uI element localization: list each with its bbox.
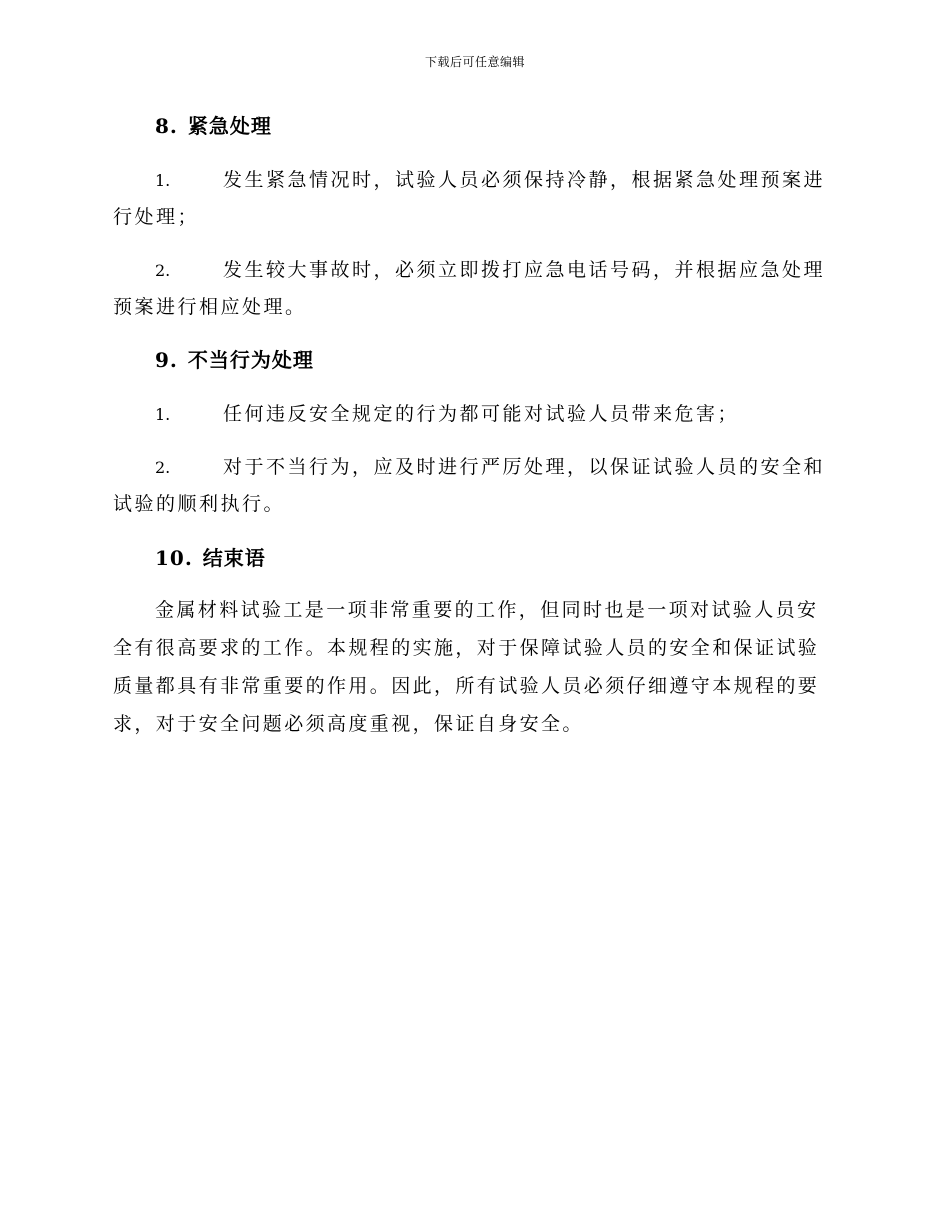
section-title: 不当行为处理	[187, 348, 314, 372]
list-item-text: 对于不当行为，应及时进行严厉处理，以保证试验人员的安全和试验的顺利执行。	[113, 456, 826, 515]
section-title: 紧急处理	[187, 114, 272, 138]
list-item-number: 1.	[155, 405, 171, 424]
list-item-number: 1.	[155, 171, 171, 190]
list-item	[113, 252, 833, 326]
list-item	[113, 396, 833, 433]
section-heading	[155, 346, 314, 374]
section-heading	[155, 544, 266, 572]
page-header-note: 下载后可任意编辑	[424, 55, 525, 69]
section-heading	[155, 112, 272, 140]
section-title: 结束语	[202, 546, 266, 570]
list-item-number: 2.	[155, 458, 171, 477]
section-number: 10.	[155, 546, 193, 570]
list-item-number: 2.	[155, 261, 171, 280]
list-item-text: 任何违反安全规定的行为都可能对试验人员带来危害；	[223, 403, 740, 425]
list-item	[113, 449, 833, 523]
list-item-text: 发生较大事故时，必须立即拨打应急电话号码，并根据应急处理预案进行相应处理。	[113, 259, 826, 318]
section-number: 9.	[155, 348, 178, 372]
closing-paragraph: 金属材料试验工是一项非常重要的工作，但同时也是一项对试验人员安全有很高要求的工作。本规程的实施，对于保障试验人员的安全和保证试验质量都具有非常重要的作用。因此，所有试验人员必须仔细遵守本规程的要求，对于安全问题必须高度重视，保证自身安全。	[113, 599, 820, 735]
list-item	[113, 162, 833, 236]
section-number: 8.	[155, 114, 178, 138]
list-item-text: 发生紧急情况时，试验人员必须保持冷静，根据紧急处理预案进行处理；	[113, 169, 826, 228]
